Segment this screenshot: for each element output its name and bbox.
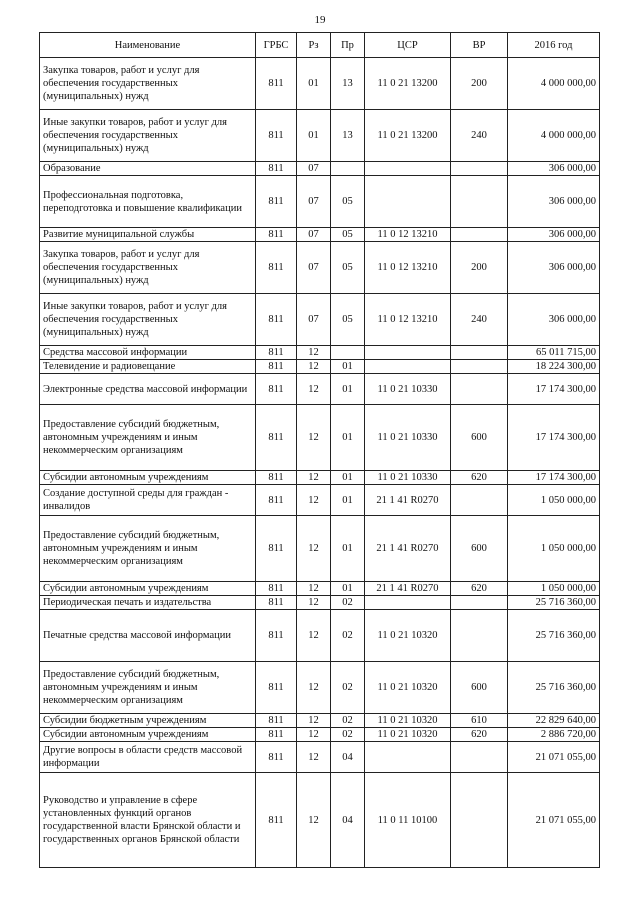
cell-vr: 600 [451,405,508,471]
table-row [40,360,600,374]
cell-grbs: 811 [256,516,297,582]
cell-rz: 12 [297,405,331,471]
cell-rz: 12 [297,773,331,868]
cell-grbs: 811 [256,58,297,110]
cell-pr: 01 [331,374,365,405]
header-rz: Рз [297,33,331,58]
cell-rz: 12 [297,714,331,728]
cell-rz: 12 [297,582,331,596]
cell-rz: 12 [297,360,331,374]
cell-pr [331,162,365,176]
cell-name: Руководство и управление в сфере установленных функций органов государственной власти Брянской области и государственных органов Брянской области [40,773,256,868]
cell-rz: 01 [297,110,331,162]
cell-csr: 11 0 21 10320 [365,662,451,714]
cell-pr: 05 [331,242,365,294]
table-row [40,596,600,610]
cell-csr: 11 0 21 10320 [365,728,451,742]
cell-grbs: 811 [256,110,297,162]
table-row [40,516,600,582]
cell-grbs: 811 [256,596,297,610]
cell-amount: 306 000,00 [508,294,600,346]
cell-csr [365,360,451,374]
cell-rz: 12 [297,662,331,714]
cell-pr: 05 [331,294,365,346]
cell-name: Иные закупки товаров, работ и услуг для обеспечения государственных (муниципальных) нужд [40,110,256,162]
cell-grbs: 811 [256,485,297,516]
cell-vr: 600 [451,662,508,714]
cell-pr: 01 [331,485,365,516]
cell-pr [331,346,365,360]
cell-rz: 12 [297,485,331,516]
cell-name: Предоставление субсидий бюджетным, автономным учреждениям и иным некоммерческим организациям [40,516,256,582]
cell-grbs: 811 [256,662,297,714]
cell-grbs: 811 [256,162,297,176]
cell-csr: 21 1 41 R0270 [365,516,451,582]
cell-amount: 21 071 055,00 [508,742,600,773]
cell-rz: 07 [297,176,331,228]
cell-rz: 12 [297,346,331,360]
header-csr: ЦСР [365,33,451,58]
header-pr: Пр [331,33,365,58]
cell-amount: 1 050 000,00 [508,582,600,596]
cell-amount: 1 050 000,00 [508,485,600,516]
cell-amount: 17 174 300,00 [508,405,600,471]
cell-pr: 02 [331,728,365,742]
cell-csr: 11 0 12 13210 [365,228,451,242]
cell-rz: 07 [297,242,331,294]
cell-vr: 200 [451,58,508,110]
cell-rz: 07 [297,228,331,242]
cell-rz: 12 [297,728,331,742]
cell-rz: 12 [297,471,331,485]
cell-amount: 306 000,00 [508,228,600,242]
cell-grbs: 811 [256,360,297,374]
cell-grbs: 811 [256,294,297,346]
cell-name: Закупка товаров, работ и услуг для обеспечения государственных (муниципальных) нужд [40,242,256,294]
cell-amount: 25 716 360,00 [508,610,600,662]
cell-name: Другие вопросы в области средств массовой информации [40,742,256,773]
table-row [40,346,600,360]
cell-amount: 25 716 360,00 [508,596,600,610]
table-row [40,110,600,162]
cell-name: Образование [40,162,256,176]
cell-pr: 05 [331,176,365,228]
cell-amount: 4 000 000,00 [508,58,600,110]
table-row [40,662,600,714]
cell-grbs: 811 [256,242,297,294]
table-row [40,228,600,242]
cell-vr: 620 [451,582,508,596]
table-row [40,742,600,773]
table-row [40,485,600,516]
cell-rz: 12 [297,596,331,610]
cell-csr [365,162,451,176]
cell-vr [451,742,508,773]
table-row [40,582,600,596]
cell-amount: 17 174 300,00 [508,471,600,485]
cell-vr [451,228,508,242]
cell-rz: 12 [297,610,331,662]
cell-vr [451,360,508,374]
cell-amount: 65 011 715,00 [508,346,600,360]
cell-grbs: 811 [256,742,297,773]
cell-name: Средства массовой информации [40,346,256,360]
cell-csr [365,346,451,360]
cell-grbs: 811 [256,728,297,742]
table-row [40,773,600,868]
cell-csr: 11 0 12 13210 [365,242,451,294]
cell-csr: 11 0 11 10100 [365,773,451,868]
cell-rz: 01 [297,58,331,110]
cell-csr: 11 0 12 13210 [365,294,451,346]
cell-name: Периодическая печать и издательства [40,596,256,610]
cell-amount: 1 050 000,00 [508,516,600,582]
cell-vr: 620 [451,471,508,485]
cell-name: Субсидии автономным учреждениям [40,582,256,596]
page-number: 19 [314,14,326,26]
cell-vr [451,485,508,516]
cell-name: Предоставление субсидий бюджетным, автономным учреждениям и иным некоммерческим организациям [40,405,256,471]
cell-vr: 240 [451,110,508,162]
cell-vr: 240 [451,294,508,346]
cell-csr: 21 1 41 R0270 [365,582,451,596]
cell-grbs: 811 [256,471,297,485]
header-grbs: ГРБС [256,33,297,58]
cell-grbs: 811 [256,374,297,405]
cell-vr: 600 [451,516,508,582]
cell-name: Электронные средства массовой информации [40,374,256,405]
cell-rz: 12 [297,374,331,405]
cell-name: Печатные средства массовой информации [40,610,256,662]
cell-name: Профессиональная подготовка, переподготовка и повышение квалификации [40,176,256,228]
cell-amount: 17 174 300,00 [508,374,600,405]
cell-name: Закупка товаров, работ и услуг для обеспечения государственных (муниципальных) нужд [40,58,256,110]
cell-pr: 01 [331,516,365,582]
cell-csr [365,742,451,773]
cell-vr [451,176,508,228]
table-row [40,714,600,728]
cell-grbs: 811 [256,610,297,662]
cell-amount: 306 000,00 [508,176,600,228]
cell-csr: 11 0 21 13200 [365,110,451,162]
table-row [40,162,600,176]
cell-vr [451,374,508,405]
cell-pr: 04 [331,742,365,773]
cell-pr: 01 [331,582,365,596]
cell-pr: 02 [331,662,365,714]
cell-vr: 200 [451,242,508,294]
header-vr: ВР [451,33,508,58]
cell-csr: 11 0 21 13200 [365,58,451,110]
cell-amount: 4 000 000,00 [508,110,600,162]
cell-csr: 21 1 41 R0270 [365,485,451,516]
cell-csr: 11 0 21 10330 [365,374,451,405]
cell-grbs: 811 [256,582,297,596]
cell-pr: 01 [331,405,365,471]
cell-pr: 04 [331,773,365,868]
cell-name: Иные закупки товаров, работ и услуг для обеспечения государственных (муниципальных) нужд [40,294,256,346]
cell-grbs: 811 [256,176,297,228]
cell-csr: 11 0 21 10330 [365,405,451,471]
cell-grbs: 811 [256,773,297,868]
table-row [40,294,600,346]
cell-csr [365,596,451,610]
cell-amount: 306 000,00 [508,162,600,176]
cell-name: Субсидии автономным учреждениям [40,471,256,485]
table-header-row [40,33,600,58]
cell-pr: 02 [331,596,365,610]
cell-amount: 22 829 640,00 [508,714,600,728]
cell-csr: 11 0 21 10330 [365,471,451,485]
cell-name: Создание доступной среды для граждан - инвалидов [40,485,256,516]
cell-grbs: 811 [256,405,297,471]
cell-grbs: 811 [256,228,297,242]
table-row [40,176,600,228]
cell-grbs: 811 [256,346,297,360]
cell-pr: 02 [331,714,365,728]
cell-vr [451,346,508,360]
cell-amount: 21 071 055,00 [508,773,600,868]
cell-name: Субсидии автономным учреждениям [40,728,256,742]
cell-rz: 12 [297,742,331,773]
table-row [40,58,600,110]
cell-pr: 01 [331,360,365,374]
cell-pr: 01 [331,471,365,485]
cell-name: Предоставление субсидий бюджетным, автономным учреждениям и иным некоммерческим организациям [40,662,256,714]
table-row [40,405,600,471]
cell-pr: 13 [331,110,365,162]
cell-amount: 25 716 360,00 [508,662,600,714]
header-year: 2016 год [508,33,600,58]
cell-vr: 620 [451,728,508,742]
cell-rz: 07 [297,162,331,176]
cell-csr: 11 0 21 10320 [365,714,451,728]
table-row [40,610,600,662]
cell-pr: 13 [331,58,365,110]
cell-name: Телевидение и радиовещание [40,360,256,374]
cell-vr [451,610,508,662]
cell-name: Развитие муниципальной службы [40,228,256,242]
cell-vr [451,773,508,868]
cell-amount: 2 886 720,00 [508,728,600,742]
cell-grbs: 811 [256,714,297,728]
table-body [40,58,600,868]
cell-csr [365,176,451,228]
cell-pr: 05 [331,228,365,242]
table-row [40,242,600,294]
cell-name: Субсидии бюджетным учреждениям [40,714,256,728]
header-name: Наименование [40,33,256,58]
cell-amount: 18 224 300,00 [508,360,600,374]
budget-table [39,32,600,868]
cell-vr [451,596,508,610]
table-row [40,374,600,405]
cell-rz: 12 [297,516,331,582]
cell-vr: 610 [451,714,508,728]
table-row [40,471,600,485]
cell-vr [451,162,508,176]
cell-rz: 07 [297,294,331,346]
table-row [40,728,600,742]
cell-csr: 11 0 21 10320 [365,610,451,662]
cell-amount: 306 000,00 [508,242,600,294]
cell-pr: 02 [331,610,365,662]
